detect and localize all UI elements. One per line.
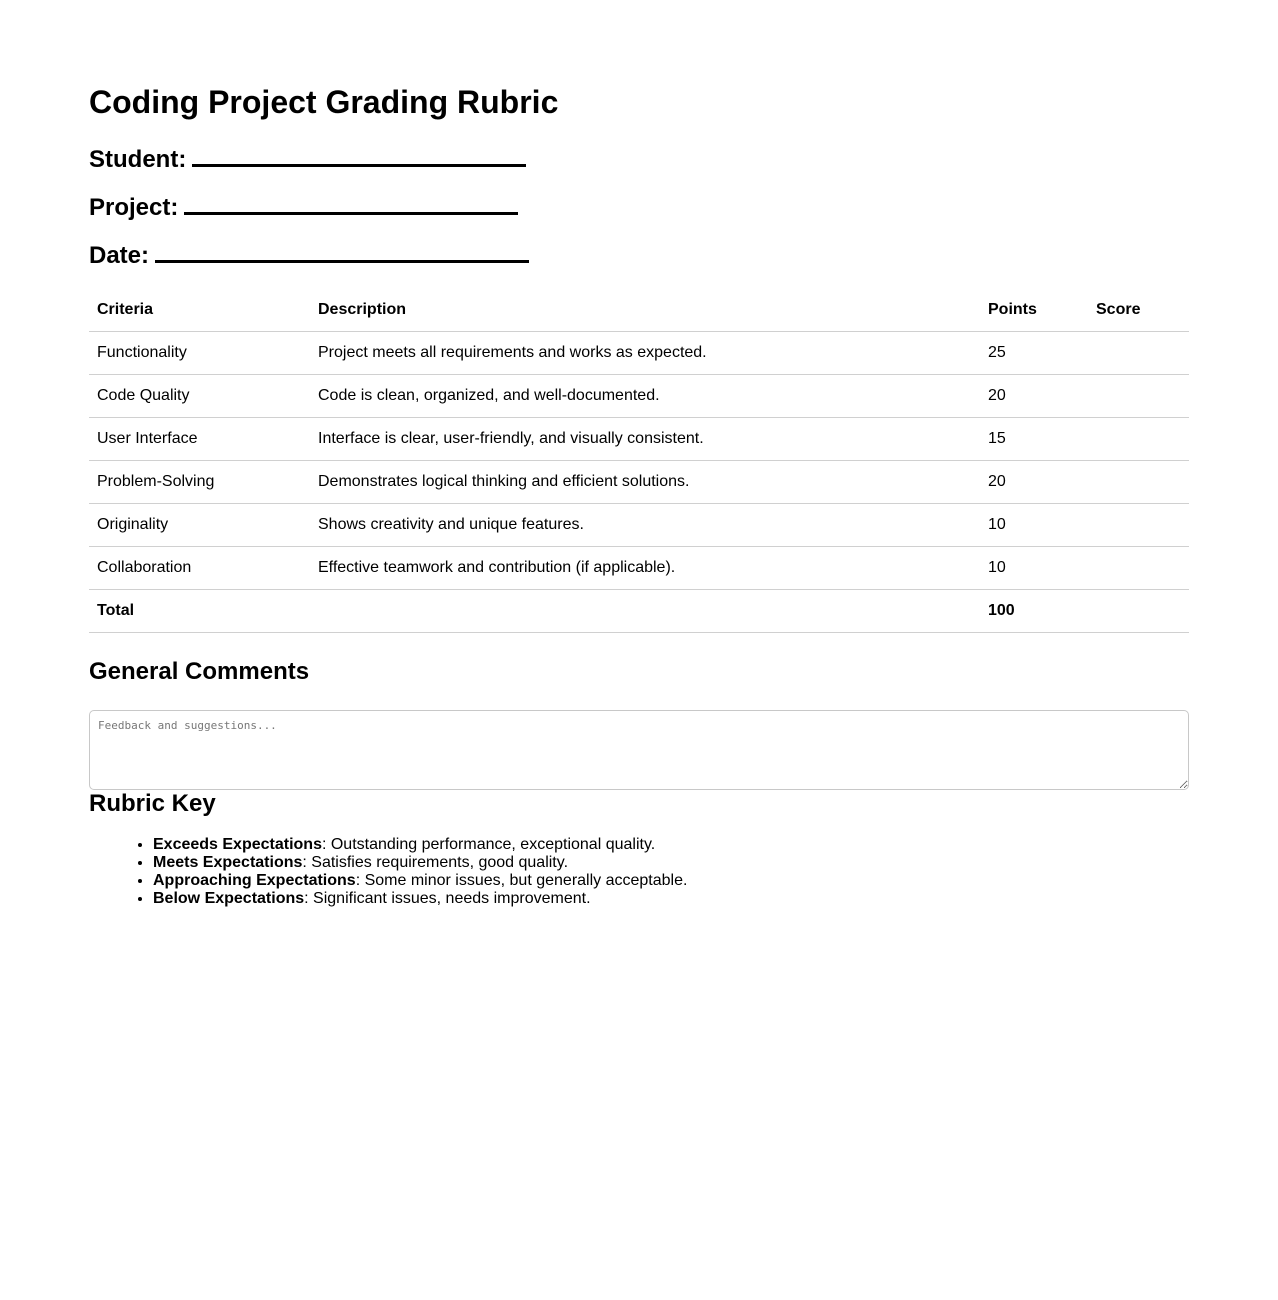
criteria-cell: Problem-Solving	[89, 461, 310, 504]
points-cell: 10	[980, 504, 1088, 547]
description-cell: Project meets all requirements and works as expected.	[310, 332, 980, 375]
description-cell: Shows creativity and unique features.	[310, 504, 980, 547]
score-cell[interactable]	[1088, 547, 1189, 590]
header-description: Description	[310, 289, 980, 332]
list-item	[153, 854, 687, 872]
table-row	[89, 547, 1189, 590]
key-term: Below Expectations	[153, 890, 305, 907]
header-points: Points	[980, 289, 1088, 332]
description-cell: Effective teamwork and contribution (if applicable).	[310, 547, 980, 590]
score-cell[interactable]	[1088, 461, 1189, 504]
points-cell: 10	[980, 547, 1088, 590]
description-cell: Demonstrates logical thinking and efficient solutions.	[310, 461, 980, 504]
comments-textarea[interactable]	[89, 710, 1189, 790]
total-score[interactable]	[1088, 590, 1189, 633]
project-label: Project:	[89, 194, 179, 221]
points-cell: 25	[980, 332, 1088, 375]
key-term: Meets Expectations	[153, 854, 303, 871]
header-score: Score	[1088, 289, 1189, 332]
table-row	[89, 375, 1189, 418]
score-cell[interactable]	[1088, 332, 1189, 375]
table-row	[89, 332, 1189, 375]
page-title: Coding Project Grading Rubric	[89, 84, 559, 120]
score-cell[interactable]	[1088, 418, 1189, 461]
criteria-cell: Originality	[89, 504, 310, 547]
total-description	[310, 590, 980, 633]
list-item	[153, 836, 687, 854]
score-cell[interactable]	[1088, 375, 1189, 418]
points-cell: 15	[980, 418, 1088, 461]
key-definition: : Significant issues, needs improvement.	[304, 890, 591, 907]
table-header-row	[89, 289, 1189, 332]
list-item	[153, 872, 687, 890]
project-field	[89, 190, 518, 222]
criteria-cell: Functionality	[89, 332, 310, 375]
total-label: Total	[89, 590, 310, 633]
list-item	[153, 890, 687, 908]
key-definition: : Some minor issues, but generally acceptable.	[355, 872, 688, 889]
key-term: Approaching Expectations	[153, 872, 356, 889]
rubric-table	[89, 289, 1189, 633]
description-cell: Code is clean, organized, and well-documented.	[310, 375, 980, 418]
date-blank-line[interactable]	[155, 238, 529, 263]
date-label: Date:	[89, 242, 150, 269]
total-row	[89, 590, 1189, 633]
key-definition: : Outstanding performance, exceptional quality.	[321, 836, 656, 853]
table-row	[89, 461, 1189, 504]
table-row	[89, 504, 1189, 547]
header-criteria: Criteria	[89, 289, 310, 332]
score-cell[interactable]	[1088, 504, 1189, 547]
student-label: Student:	[89, 146, 187, 173]
student-field	[89, 142, 526, 174]
key-definition: : Satisfies requirements, good quality.	[302, 854, 569, 871]
description-cell: Interface is clear, user-friendly, and visually consistent.	[310, 418, 980, 461]
project-blank-line[interactable]	[184, 190, 518, 215]
date-field	[89, 238, 529, 270]
criteria-cell: Collaboration	[89, 547, 310, 590]
rubric-key-heading: Rubric Key	[89, 790, 216, 817]
student-blank-line[interactable]	[192, 142, 526, 167]
table-row	[89, 418, 1189, 461]
rubric-key-list	[89, 836, 687, 908]
criteria-cell: Code Quality	[89, 375, 310, 418]
points-cell: 20	[980, 375, 1088, 418]
criteria-cell: User Interface	[89, 418, 310, 461]
total-points: 100	[980, 590, 1088, 633]
key-term: Exceeds Expectations	[153, 836, 322, 853]
points-cell: 20	[980, 461, 1088, 504]
general-comments-heading: General Comments	[89, 658, 310, 685]
